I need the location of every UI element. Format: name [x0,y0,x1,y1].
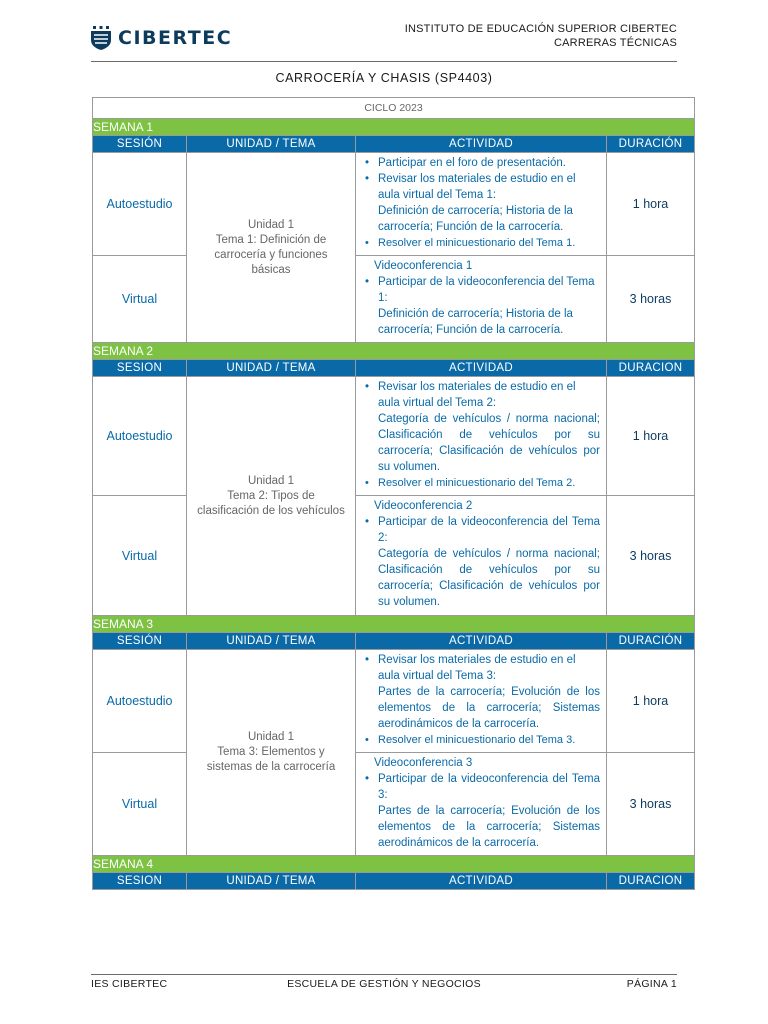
table-header-row [93,360,695,377]
activity-item: • Resolver el minicuestionario del Tema 1. [360,235,600,251]
session-cell: Autoestudio [93,153,187,256]
table-row [93,496,695,616]
table-row [93,256,695,343]
activity-item: • Participar de la videoconferencia del Tema 3: [360,771,600,803]
videoconference-label: Videoconferencia 1 [374,260,473,272]
table-row [93,377,695,496]
header-session: SESIÓN [93,136,187,153]
header-divider [91,61,677,62]
activity-item: • Resolver el minicuestionario del Tema 3. [360,732,600,748]
week-row [93,856,695,873]
cibertec-logo [90,26,232,50]
header-activity: ACTIVIDAD [356,873,607,890]
unit-name: Unidad 1 [247,474,295,487]
activity-detail: Categoría de vehículos / norma nacional; Clasificación de vehículos por su carrocería; Clasificación de vehículos por su volumen. [378,548,600,608]
activity-detail: Definición de carrocería; Historia de la carrocería; Función de la carrocería. [378,205,573,233]
activity-cell [356,650,607,753]
header-duration: DURACIÓN [607,136,695,153]
activity-detail: Partes de la carrocería; Evolución de los elementos de la carrocería; Sistemas aerodinámicos de la carrocería. [378,805,600,849]
week-row [93,616,695,633]
table-header-row [93,873,695,890]
footer-institution: IES CIBERTEC [91,978,168,990]
activity-cell [356,256,607,343]
week-row [93,343,695,360]
activity-item: • Resolver el minicuestionario del Tema 2. [360,475,600,491]
course-title: CARROCERÍA Y CHASIS (SP4403) [275,71,493,85]
header-unit: UNIDAD / TEMA [187,633,356,650]
activity-cell [356,496,607,616]
header-duration: DURACION [607,873,695,890]
activity-item: • Participar en el foro de presentación. [360,155,600,171]
activity-cell [356,377,607,496]
activity-item: • Participar de la videoconferencia del Tema 2: [360,514,600,546]
header-session: SESION [93,873,187,890]
activity-cell [356,753,607,856]
unit-cell [187,650,356,856]
activity-detail: Partes de la carrocería; Evolución de los elementos de la carrocería; Sistemas aerodinámicos de la carrocería. [378,686,600,730]
header-duration: DURACION [607,360,695,377]
activity-item: • Revisar los materiales de estudio en el aula virtual del Tema 3: [360,652,600,684]
activity-detail: Definición de carrocería; Historia de la carrocería; Función de la carrocería. [378,308,573,336]
header-session: SESIÓN [93,633,187,650]
duration-cell: 3 horas [607,496,695,616]
topic-name: Tema 2: Tipos de clasificación de los vehículos [197,489,345,517]
topic-name: Tema 3: Elementos y sistemas de la carrocería [206,746,336,773]
footer-divider [91,974,677,975]
unit-cell [187,153,356,343]
session-cell: Virtual [93,496,187,616]
institution-info [405,22,677,50]
unit-cell [187,377,356,616]
activity-item: • Participar de la videoconferencia del Tema 1: [360,274,600,306]
session-cell: Virtual [93,753,187,856]
table-header-row [93,136,695,153]
shield-icon [90,26,112,50]
logo-text: CIBERTEC [118,27,233,49]
videoconference-label: Videoconferencia 2 [374,500,473,512]
cycle-label: CICLO 2023 [93,98,695,119]
header-activity: ACTIVIDAD [356,633,607,650]
session-cell: Virtual [93,256,187,343]
table-row [93,153,695,256]
activity-detail: Categoría de vehículos / norma nacional; Clasificación de vehículos por su carrocería; Clasificación de vehículos por su volumen. [378,413,600,473]
institution-name: INSTITUTO DE EDUCACIÓN SUPERIOR CIBERTEC [404,23,677,35]
header-unit: UNIDAD / TEMA [187,360,356,377]
duration-cell: 3 horas [607,753,695,856]
duration-cell: 1 hora [607,153,695,256]
unit-name: Unidad 1 [247,218,295,231]
page-number: PÁGINA 1 [626,978,677,990]
page-header [0,0,768,62]
activity-item: • Revisar los materiales de estudio en el aula virtual del Tema 1: [360,171,600,203]
week-label: SEMANA 1 [93,119,695,136]
header-unit: UNIDAD / TEMA [187,136,356,153]
header-activity: ACTIVIDAD [356,136,607,153]
week-label: SEMANA 3 [93,616,695,633]
table-header-row [93,633,695,650]
header-activity: ACTIVIDAD [356,360,607,377]
duration-cell: 3 horas [607,256,695,343]
duration-cell: 1 hora [607,650,695,753]
activity-cell [356,153,607,256]
videoconference-label: Videoconferencia 3 [374,757,473,769]
table-row [93,753,695,856]
header-duration: DURACIÓN [607,633,695,650]
header-unit: UNIDAD / TEMA [187,873,356,890]
table-row [93,650,695,753]
session-cell: Autoestudio [93,377,187,496]
activity-item: • Revisar los materiales de estudio en el aula virtual del Tema 2: [360,379,600,411]
week-row [93,119,695,136]
cycle-row [93,98,695,119]
header-session: SESION [93,360,187,377]
program-name: CARRERAS TÉCNICAS [554,37,677,49]
unit-name: Unidad 1 [247,731,295,743]
session-cell: Autoestudio [93,650,187,753]
footer-school: ESCUELA DE GESTIÓN Y NEGOCIOS [287,978,481,990]
duration-cell: 1 hora [607,377,695,496]
week-label: SEMANA 2 [93,343,695,360]
schedule-table [92,97,695,890]
topic-name: Tema 1: Definición de carrocería y funciones básicas [214,233,328,276]
week-label: SEMANA 4 [93,856,695,873]
